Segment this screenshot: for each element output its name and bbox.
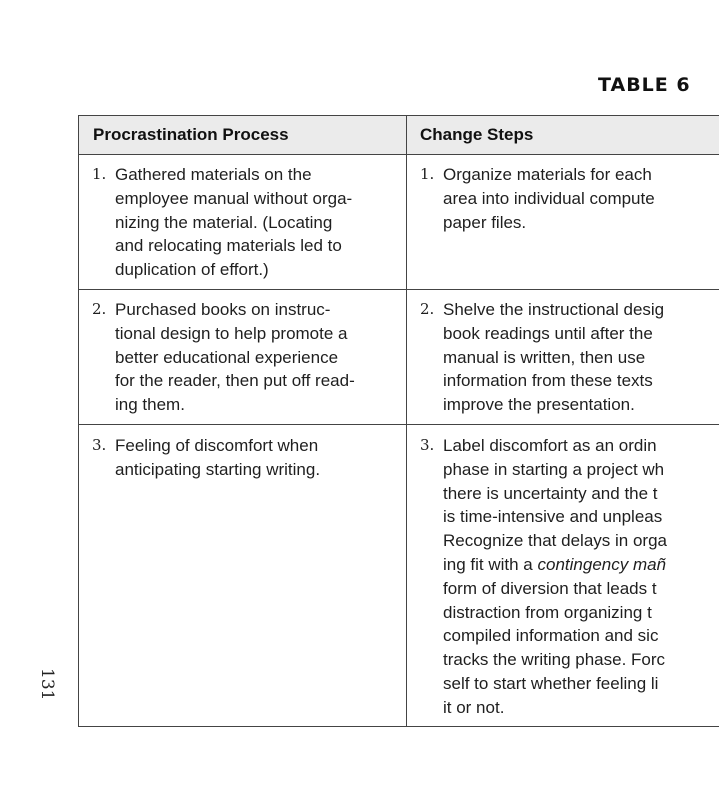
table-label: TABLE 6 [598,74,691,96]
cell-line: Label discomfort as an ordin [443,436,657,455]
cell-line: distraction from organizing t [443,602,652,622]
cell-line: form of diversion that leads t [443,578,657,598]
item-number: 3. [92,436,107,454]
emphasis-text: contingency mañ [537,554,667,574]
item-number: 3. [420,436,435,454]
cell-line: for the reader, then put off read- [115,371,355,391]
table-cell-process-3 [92,434,404,724]
cell-line-text: ing fit with a [443,554,538,574]
cell-line: ing them. [115,395,185,415]
cell-line: nizing the material. (Locating [115,212,333,232]
cell-line: there is uncertainty and the t [443,483,658,503]
cell-line [443,553,667,577]
cell-line: Recognize that delays in orga [443,531,667,551]
item-number: 2. [420,300,435,318]
cell-line: it or not. [443,697,505,717]
cell-line: Shelve the instructional desig [443,300,665,319]
cell-line: anticipating starting writing. [115,459,321,479]
cell-line: tracks the writing phase. Forc [443,650,666,670]
cell-line: improve the presentation. [443,395,635,415]
item-number: 2. [92,300,107,318]
cell-line: information from these texts [443,371,653,391]
table-cell-change-2 [420,298,682,423]
table-cell-change-3 [420,434,682,724]
cell-line: manual is written, then use [443,347,646,367]
cell-line: paper files. [443,212,527,232]
cell-line: Purchased books on instruc- [115,300,331,319]
cell-line: tional design to help promote a [115,323,348,343]
table-bottom-border [79,726,719,727]
row-divider [79,289,719,290]
cell-line: self to start whether feeling li [443,673,659,693]
table-cell-process-1 [92,163,404,288]
cell-line: Gathered materials on the [115,165,312,184]
header-procrastination-process: Procrastination Process [93,125,289,144]
item-number: 1. [420,165,435,183]
item-number: 1. [92,165,107,183]
procrastination-table [78,115,719,727]
table-cell-process-2 [92,298,404,423]
cell-line: better educational experience [115,347,339,367]
cell-line: Feeling of discomfort when [115,436,319,455]
cell-line: Organize materials for each [443,165,652,184]
row-divider [79,424,719,425]
table-header-row [79,116,719,155]
cell-line: is time-intensive and unpleas [443,507,663,527]
cell-line: phase in starting a project wh [443,459,665,479]
table-cell-change-1 [420,163,682,288]
cell-line: book readings until after the [443,323,653,343]
cell-line: and relocating materials led to [115,236,342,256]
cell-line: duplication of effort.) [115,260,269,280]
header-change-steps: Change Steps [420,125,534,144]
column-divider [406,116,407,727]
cell-line: area into individual compute [443,188,655,208]
cell-line: employee manual without orga- [115,188,353,208]
cell-line: compiled information and sic [443,626,659,646]
page-number: 131 [37,668,57,701]
